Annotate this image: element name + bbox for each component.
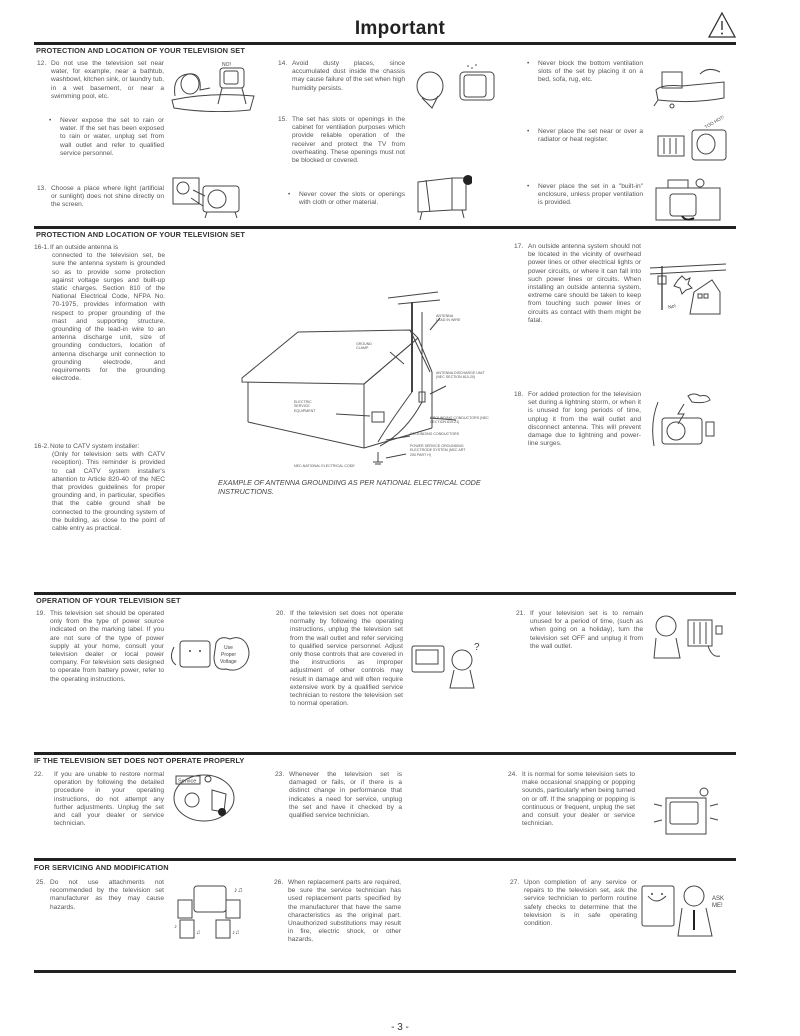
header-rule [34,42,736,45]
label-lead-in: ANTENNA LEAD IN WIRE [436,314,461,323]
item-23: 23. Whenever the television set is damaged or fails, or if there is a distinct change in performance that indicates a need for service, unplug the set and have it checked by a qualified service technician. [275,771,402,820]
section-rule [34,858,736,861]
svg-text:Use: Use [224,645,233,651]
warning-triangle-icon [707,11,737,39]
svg-text:♫: ♫ [196,930,201,936]
item-enclosure-bullet: • Never place the set in a "built-in" enclosure, unless proper ventilation is provided. [527,183,643,207]
label-electric-service: ELECTRIC SERVICE EQUIPMENT [294,400,316,413]
attachments-illustration [172,884,246,940]
label-power-service: POWER SERVICE GROUNDING ELECTRODE SYSTEM (NEC ART 250 PART H) [410,444,466,457]
built-in-enclosure-illustration [652,178,728,222]
svg-text:♪: ♪ [174,924,177,930]
item-25: 25. Do not use attachments not recommended by the television set manufacturer as they may cause hazards. [36,879,164,911]
item-14: 14. Avoid dusty places, since accumulated dust inside the chassis may cause failure of the set when high humidity persists. [278,60,405,92]
tv-on-bed-illustration [652,64,728,110]
section-rule [34,592,736,595]
svg-text:ASK: ASK [712,896,725,902]
item-bed-bullet: • Never block the bottom ventilation slots of the set by placing it on a bed, sofa, rug, etc. [527,60,643,84]
item-20: 20. If the television set does not operate normally by following the operating instructions, unplug the television set from the wall outlet and refer servicing to qualified service personnel. Adjust only those controls that are covered in the instructions as improper adjustment of other controls may result in damage and will often require extensive work by a qualified service technician to restore the television set to normal operation. [276,610,403,708]
item-13: 13. Choose a place where light (artificial or sunlight) does not shine directly on the screen. [37,185,164,209]
confused-repair-illustration [410,640,486,690]
section-rule [34,752,736,755]
dusty-tv-illustration [412,62,496,110]
label-grounding-conductors-2: GROUNDING CONDUCTORS [410,432,460,436]
tv-near-water-illustration [170,56,256,112]
section-heading-servicing: FOR SERVICING AND MODIFICATION [34,863,169,872]
popping-tv-illustration [648,784,724,840]
svg-text:NO!: NO! [222,62,231,68]
diagram-caption: EXAMPLE OF ANTENNA GROUNDING AS PER NATIONAL ELECTRICAL CODE INSTRUCTIONS. [218,478,481,496]
item-19: 19. This television set should be operated only from the type of power source indicated on the marking label. If you are not sure of the type of power supply at your home, consult your television dealer or local power company. For television sets designed to operate from battery power, refer to the operating instructions. [36,610,164,683]
section-heading-protection-1: PROTECTION AND LOCATION OF YOUR TELEVISION SET [36,46,245,55]
svg-text:♪♫: ♪♫ [232,930,240,936]
section-heading-operation: OPERATION OF YOUR TELEVISION SET [36,596,181,605]
call-service-illustration [172,772,236,822]
section-heading-not-operate: IF THE TELEVISION SET DOES NOT OPERATE PROPERLY [34,756,245,765]
svg-text:Proper: Proper [221,652,237,658]
item-15-bullet: • Never cover the slots or openings with cloth or other material. [288,191,405,207]
label-nec: NEC-NATIONAL ELECTRICAL CODE [294,464,355,468]
item-17: 17. An outside antenna system should not be located in the vicinity of overhead power lines or other electrical lights or power circuits, or where it can fall into such power lines or circuits. When installing an outside antenna system, extreme care should be taken to keep from touching such power lines or circuits as contact with them might be fatal. [514,243,641,324]
item-27: 27. Upon completion of any service or repairs to the television set, ask the service technician to perform routine safety checks to determine that the television is in safe operating condition. [510,879,637,928]
svg-text:Voltage: Voltage [220,659,237,665]
item-16-2: 16-2. Note to CATV system installer: (Only for television sets with CATV reception). This reminder is provided to call CATV system installer's attention to Article 820-40 of the NEC that provides guidelines for proper grounding and, in particular, specifies that the cable ground shall be connected to the grounding system of the building, as close to the point of cable entry as practical. [34,443,165,533]
section-heading-protection-2: PROTECTION AND LOCATION OF YOUR TELEVISION SET [36,230,245,239]
section-rule [34,226,736,229]
sunlight-on-screen-illustration [171,176,241,218]
power-lines-illustration [648,262,728,318]
item-26: 26. When replacement parts are required, be sure the service technician has used replacement parts specified by the manufacturer that have the same characteristics as the original part. Unauthorized substitutions may result in fire, electric shock, or other hazards. [274,879,401,944]
item-24: 24. It is normal for some television sets to make occasional snapping or popping sounds, particularly when being turned on or off. If the snapping or popping is continuous or frequent, unplug the set and consult your dealer or service technician. [508,771,635,828]
item-18: 18. For added protection for the television set during a lightning storm, or when it is unused for long periods of time, unplug it from the wall outlet and disconnect antenna. This will prevent damage due to lightning and power-line surges. [514,391,641,448]
item-22: 22. If you are unable to restore normal operation by following the detailed procedure in your operating instructions, do not attempt any further adjustments. Unplug the set and call your dealer or service technician. [34,771,164,828]
proper-voltage-illustration [168,635,252,675]
lightning-storm-illustration [648,392,718,446]
item-15: 15. The set has slots or openings in the cabinet for ventilation purposes which provide reliable operation of the receiver and protect the TV from overheating. These openings must not be blocked or covered. [278,116,405,165]
item-21: 21. If your television set is to remain unused for a period of time, (such as when going on a holiday), turn the television set OFF and unplug it from the wall outlet. [516,610,643,650]
svg-text:No!: No! [667,303,677,311]
section-rule [34,970,736,973]
page-number: - 3 - [391,1022,409,1033]
item-12-bullet: • Never expose the set to rain or water. If the set has been exposed to rain or water, unplug set from wall outlet and refer to qualified service personnel. [49,117,164,157]
item-radiator-bullet: • Never place the set near or over a radiator or heat register. [527,128,643,144]
item-16-1: 16-1. If an outside antenna is connected to the television set, be sure the antenna system is grounded so as to provide some protection against voltage surges and built-up static charges. Section 810 of the National Electrical Code, NFPA No. 70-1975, provides information with respect to proper grounding of the mast and supporting structure, grounding of the lead-in wire to an antenna discharge unit, size of grounding conductors, location of antenna discharge unit connection to grounding electrode, and requirements for the grounding electrode. [34,244,165,383]
svg-text:TOO HOT!: TOO HOT! [703,114,726,130]
svg-text:?: ? [474,642,480,653]
page-title: Important [354,18,446,39]
item-12: 12. Do not use the television set near water, for example, near a bathtub, washbowl, kitchen sink, or laundry tub, in a wet basement, or near a swimming pool, etc. [37,60,164,100]
label-ground-clamp: GROUND CLAMP [356,342,372,351]
label-discharge-unit: ANTENNA DISCHARGE UNIT (NEC SECTION 810-20) [436,371,485,380]
svg-text:Service: Service [178,778,197,785]
holiday-unplug-illustration [648,612,724,662]
tv-near-radiator-illustration [652,114,732,164]
svg-text:ME!: ME! [712,903,723,909]
covered-tv-illustration [412,170,472,220]
label-grounding-conductors-1: GROUNDING CONDUCTORS (NEC SECTION 810-21) [430,416,489,425]
ask-technician-illustration [640,880,730,938]
svg-text:♪♫: ♪♫ [234,887,243,894]
